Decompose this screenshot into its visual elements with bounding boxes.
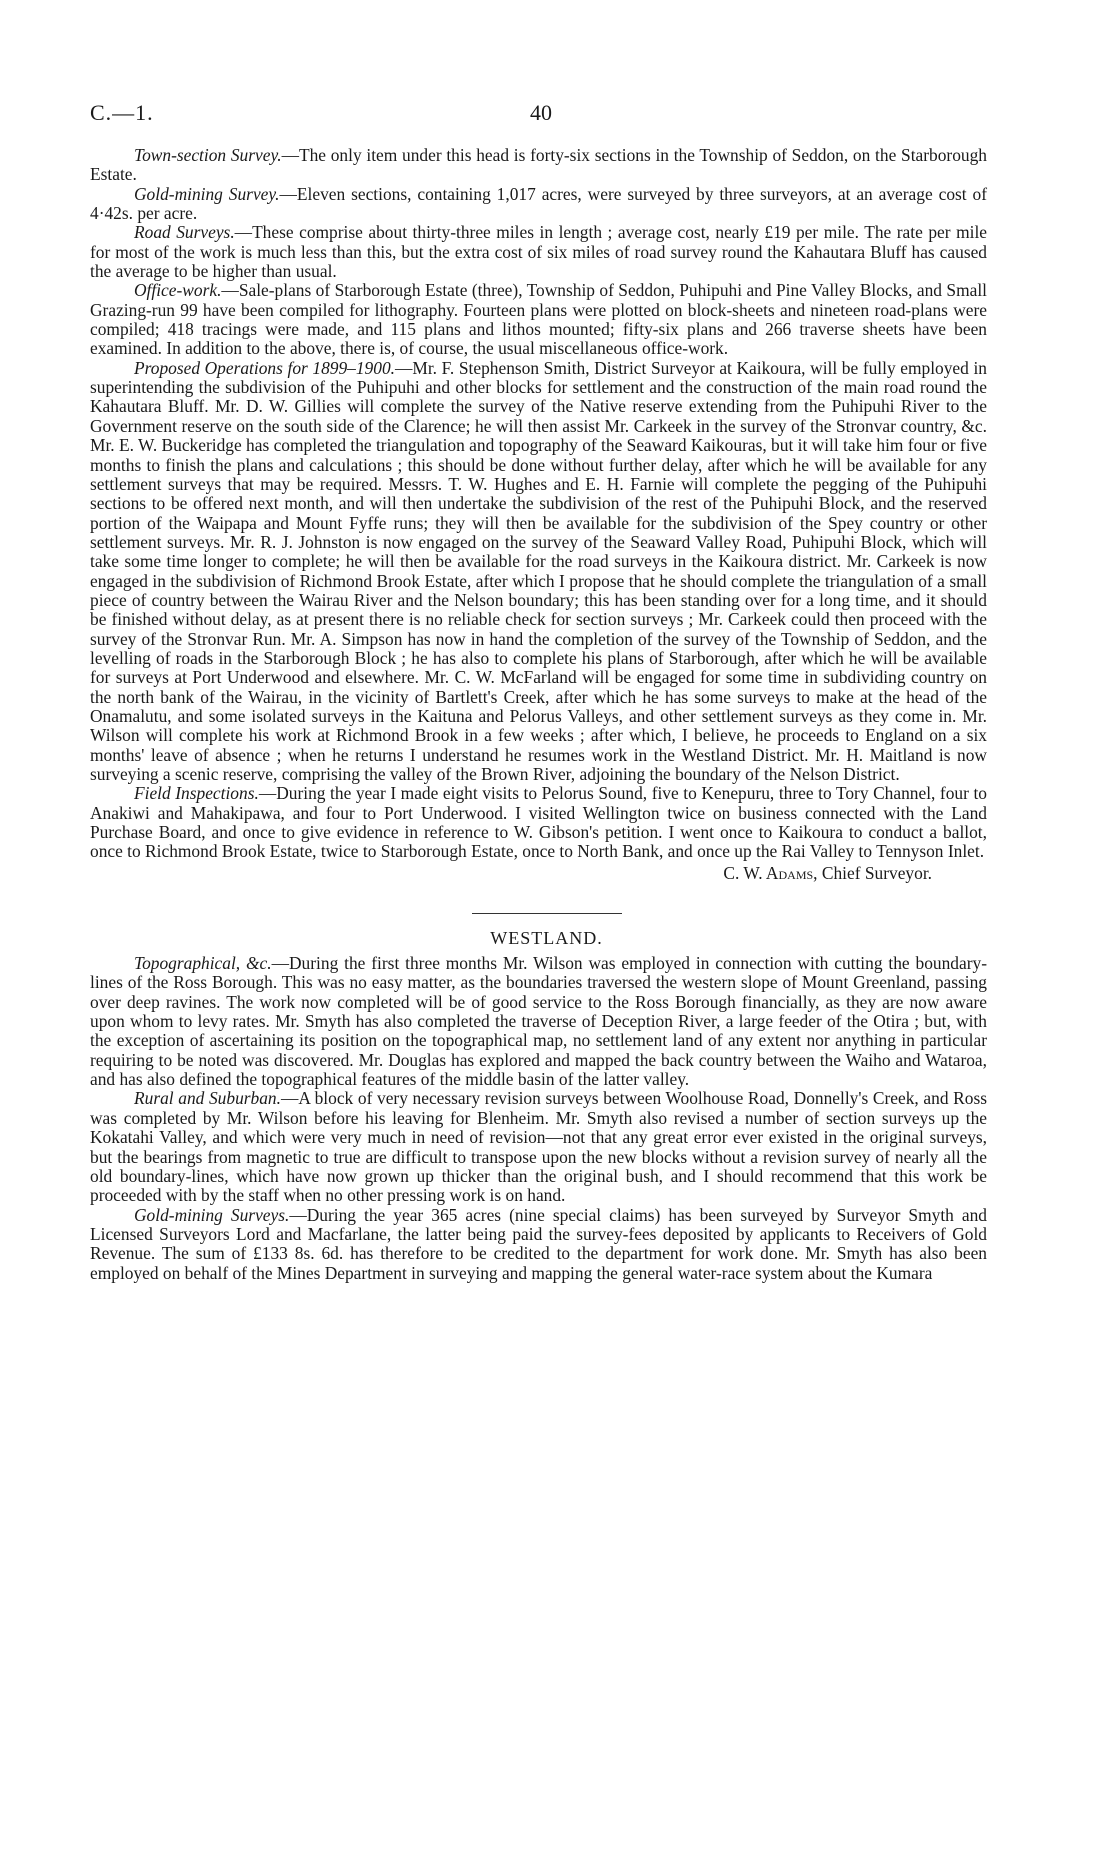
- paragraph-heading: Topographical, &c.: [134, 953, 272, 974]
- page-number: 40: [530, 100, 552, 125]
- westland-report-body: [90, 954, 987, 1283]
- paragraph-text: —During the year 365 acres (nine special claims) has been surveyed by Surveyor Smyth and Licensed Surveyors Lord and Macfarlane, the latter being paid the survey-fees deposited by applicants to Receivers of Gold Revenue. The sum of £133 8s. 6d. has therefore to be credited to the department for work done. Mr. Smyth has also been employed on behalf of the Mines Department in surveying and mapping the general water-race system about the Kumara: [90, 1204, 987, 1283]
- paragraph-heading: Road Surveys.: [134, 222, 235, 243]
- paragraph: [90, 146, 987, 185]
- paragraph: [90, 223, 987, 281]
- paragraph-text: —The only item under this head is forty-six sections in the Township of Seddon, on the Starborough Estate.: [90, 145, 988, 185]
- signature-title: , Chief Surveyor.: [813, 862, 932, 883]
- section-heading: WESTLAND.: [490, 928, 603, 949]
- paragraph-heading: Rural and Suburban.: [134, 1088, 281, 1109]
- paragraph-heading: Gold-mining Survey.: [134, 183, 280, 204]
- paragraph-text: —During the year I made eight visits to Pelorus Sound, five to Kenepuru, three to Tory Channel, four to Anakiwi and Mahakipawa, and four to Port Underwood. I visited Wellington twice on business connected with the Land Purchase Board, and once to give evidence in reference to W. Gibson's petition. I went once to Kaikoura to conduct a ballot, once to Richmond Brook Estate, twice to Starborough Estate, once to North Bank, and once up the Rai Valley to Tennyson Inlet.: [90, 783, 987, 862]
- section-divider: [472, 913, 622, 914]
- paragraph-text: —Mr. F. Stephenson Smith, District Surveyor at Kaikoura, will be fully employed in superintending the subdivision of the Puhipuhi and other blocks for settlement and the construction of the main road round the Kahautara Bluff. Mr. D. W. Gillies will complete the survey of the Native reserve extending from the Puhipuhi River to the Government reserve on the south side of the Clarence; he will then assist Mr. Carkeek in the survey of the Stronvar country, &c. Mr. E. W. Buckeridge has completed the triangulation and topography of the Seaward Kaikouras, but it will take him four or five months to finish the plans and calculations ; this should be done without further delay, after which he will be available for any settlement surveys that may be required. Messrs. T. W. Hughes and E. H. Farnie will complete the pegging of the Puhipuhi sections to be offered next month, and will then undertake the subdivision of the rest of the Puhipuhi Block, and the reserved portion of the Waipapa and Mount Fyffe runs; they will then be available for the subdivision of the Spey country or other settlement surveys. Mr. R. J. Johnston is now engaged on the survey of the Seaward Valley Road, Puhipuhi Block, which will take some time longer to complete; he will then be available for the road surveys in the Kaikoura district. Mr. Carkeek is now engaged in the subdivision of Richmond Brook Estate, after which I propose that he should complete the triangulation of a small piece of country between the Wairau River and the Nelson boundary; this has been standing over for a long time, and it should be finished without delay, as at present there is no reliable check for section surveys ; Mr. Carkeek could then proceed with the survey of the Stronvar Run. Mr. A. Simpson has now in hand the completion of the survey of the Township of Seddon, and the levelling of roads in the Starborough Block ; he has also to complete his plans of Starborough, after which he will be available for surveys at Port Underwood and elsewhere. Mr. C. W. McFarland will be engaged for some time in subdividing country on the north bank of the Wairau, in the vicinity of Bartlett's Creek, after which he has some surveys to make at the head of the Onamalutu, and some isolated surveys in the Kaituna and Pelorus Valleys, and other settlement surveys as they come in. Mr. Wilson will complete his work at Richmond Brook in a few weeks ; after which, I believe, he proceeds to England on a six months' leave of absence ; when he returns I understand he resumes work in the Westland District. Mr. H. Maitland is now surveying a scenic reserve, comprising the valley of the Brown River, adjoining the boundary of the Nelson District.: [90, 357, 987, 784]
- paragraph: [90, 954, 987, 1089]
- paragraph: [90, 185, 987, 224]
- paragraph: [90, 281, 987, 358]
- paragraph: [90, 1206, 987, 1283]
- paragraph-heading: Office-work.: [134, 280, 222, 301]
- paragraph-text: —A block of very necessary revision surveys between Woolhouse Road, Donnelly's Creek, and Ross was completed by Mr. Wilson before his leaving for Blenheim. Mr. Smyth also revised a number of section surveys up the Kokatahi Valley, and which were very much in need of revision—not that any great error ever existed in the original surveys, but the bearings from magnetic to true are difficult to transpose upon the new blocks without a revision survey of nearly all the old boundary-lines, which have now grown up thicker than the original bush, and I should recommend that this work be proceeded with by the staff when no other pressing work is on hand.: [90, 1088, 987, 1206]
- paragraph-text: —These comprise about thirty-three miles in length ; average cost, nearly £19 per mile. The rate per mile for most of the work is much less than this, but the extra cost of six miles of road survey round the Kahautara Bluff has caused the average to be higher than usual.: [90, 222, 987, 282]
- signature: [90, 864, 987, 883]
- paragraph-text: —Sale-plans of Starborough Estate (three), Township of Seddon, Puhipuhi and Pine Valley Blocks, and Small Grazing-run 99 have been compiled for lithography. Fourteen plans were plotted on block-sheets and nineteen road-plans were compiled; 418 tracings were made, and 115 plans and lithos mounted; fifty-six plans and 266 traverse sheets have been examined. In addition to the above, there is, of course, the usual miscellaneous office-work.: [90, 280, 987, 359]
- paragraph-heading: Gold-mining Surveys.: [134, 1204, 290, 1225]
- signature-name: C. W. Adams: [723, 862, 814, 883]
- paragraph: [90, 784, 987, 861]
- paragraph: [90, 359, 987, 785]
- page-header: [90, 100, 987, 134]
- paragraph-text: —During the first three months Mr. Wilson was employed in connection with cutting the boundary-lines of the Ross Borough. This was no easy matter, as the boundaries traversed the western slope of Mount Greenland, passing over deep ravines. The work now completed will be of good service to the Ross Borough financially, as they are now aware upon whom to levy rates. Mr. Smyth has also completed the traverse of Deception River, a large feeder of the Otira ; but, with the exception of ascertaining its position on the topographical map, no settlement land of any extent nor anything in particular requiring to be noted was discovered. Mr. Douglas has explored and mapped the back country between the Waiho and Wataroa, and has also defined the topographical features of the middle basin of the latter valley.: [90, 953, 987, 1090]
- marlborough-report-body: [90, 146, 987, 862]
- paragraph-heading: Proposed Operations for 1899–1900.: [134, 357, 395, 378]
- paragraph-heading: Field Inspections.: [134, 783, 259, 804]
- document-reference: C.—1.: [90, 100, 154, 125]
- document-page: [90, 100, 987, 1283]
- paragraph-heading: Town-section Survey.: [134, 145, 282, 165]
- paragraph: [90, 1089, 987, 1205]
- paragraph-text: —Eleven sections, containing 1,017 acres, were surveyed by three surveyors, at an average cost of 4·42s. per acre.: [90, 183, 988, 224]
